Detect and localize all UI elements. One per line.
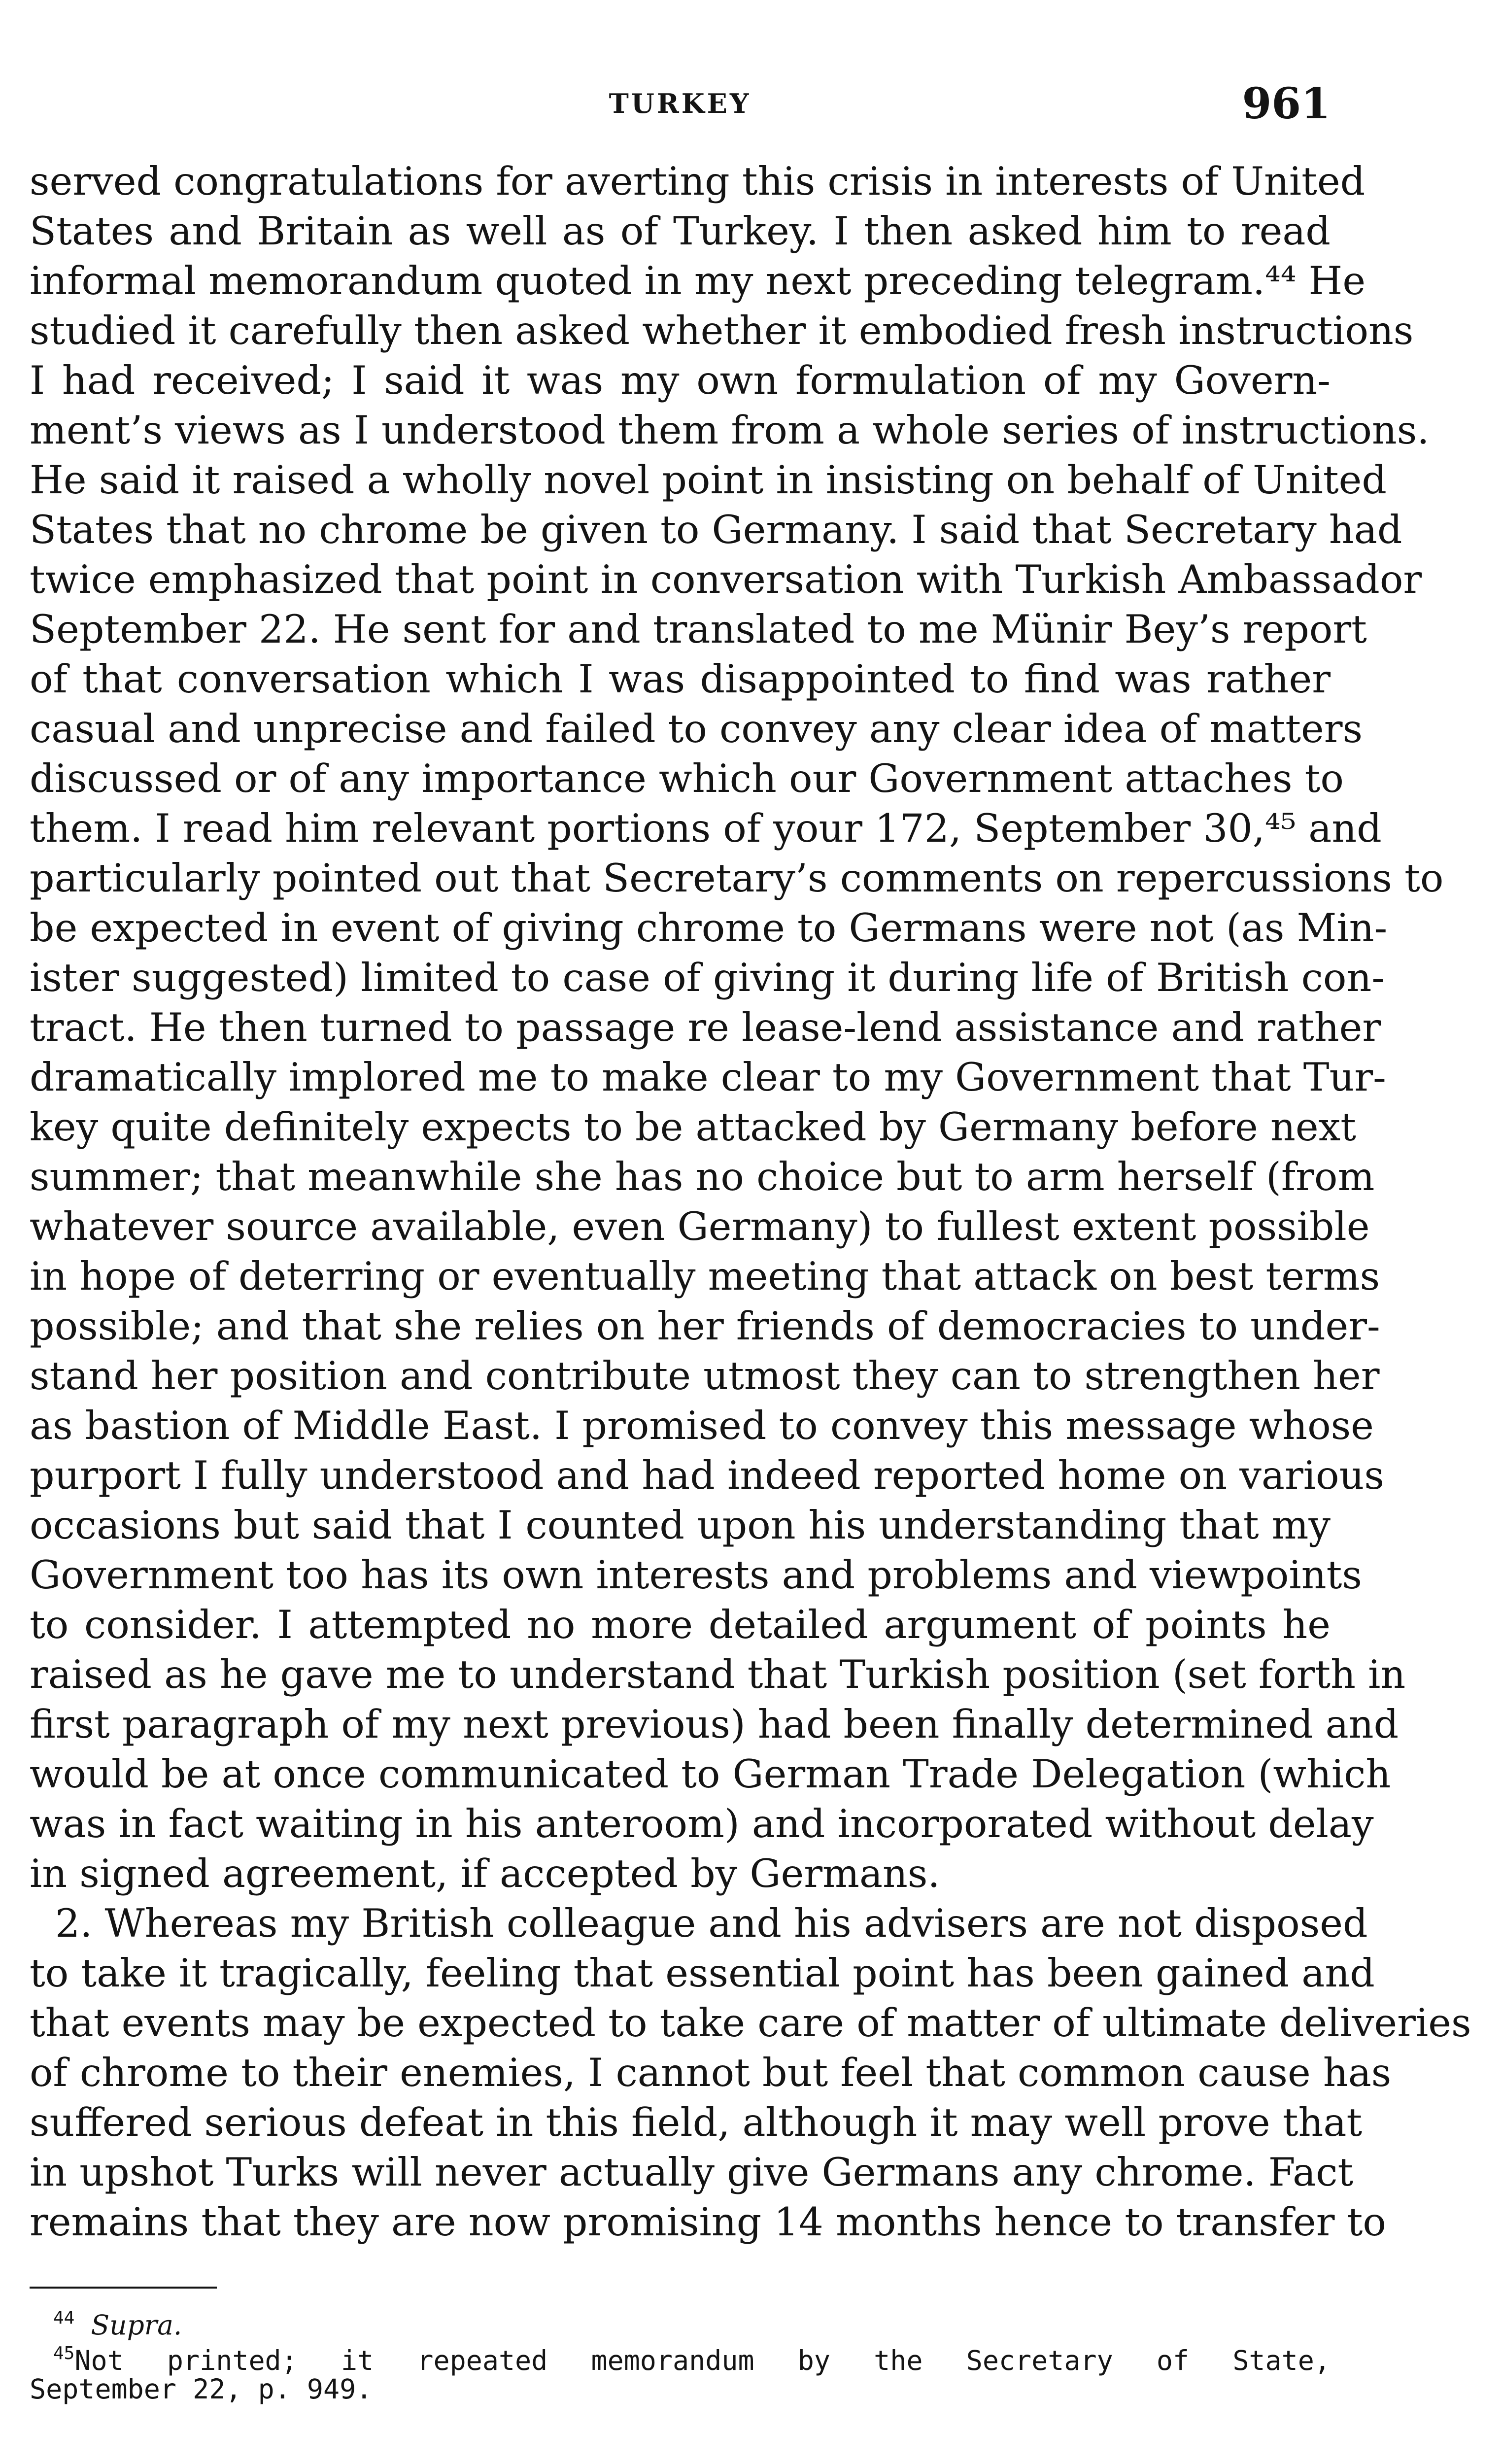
text-line: particularly pointed out that Secretary’s comments on repercussions to [30, 856, 1444, 901]
text-line: that events may be expected to take care of matter of ultimate deliveries [30, 2000, 1471, 2046]
text-line: in upshot Turks will never actually give Germans any chrome. Fact [30, 2150, 1354, 2195]
text-line: to take it tragically, feeling that essential point has been gained and [30, 1951, 1375, 1996]
text-line: to consider. I attempted no more detailed argument of points he [30, 1602, 1331, 1647]
text-line: tract. He then turned to passage re lease-lend assistance and rather [30, 1005, 1381, 1050]
text-line: raised as he gave me to understand that Turkish position (set forth in [30, 1652, 1406, 1697]
page-number: 961 [1242, 79, 1331, 129]
footnote-45 [30, 2336, 1331, 2376]
text-line: was in fact waiting in his anteroom) and incorporated without delay [30, 1801, 1374, 1847]
text-line: discussed or of any importance which our Government attaches to [30, 756, 1344, 801]
footnote-45-continued: September 22, p. 949. [30, 2373, 373, 2405]
text-line: twice emphasized that point in conversation with Turkish Ambassador [30, 557, 1422, 602]
text-line: key quite definitely expects to be attacked by Germany before next [30, 1104, 1356, 1150]
footnote-marker: 45 [53, 2343, 75, 2363]
text-line: States that no chrome be given to Germany. I said that Secretary had [30, 507, 1402, 552]
text-line: possible; and that she relies on her friends of democracies to under- [30, 1303, 1380, 1349]
text-line: summer; that meanwhile she has no choice but to arm herself (from [30, 1154, 1375, 1199]
text-line: whatever source available, even Germany) to fullest extent possible [30, 1204, 1370, 1249]
text-line: of chrome to their enemies, I cannot but feel that common cause has [30, 2050, 1392, 2095]
text-line: States and Britain as well as of Turkey. I then asked him to read [30, 208, 1331, 254]
text-line: would be at once communicated to German Trade Delegation (which [30, 1751, 1391, 1797]
text-line: 2. Whereas my British colleague and his advisers are not disposed [55, 1901, 1368, 1946]
text-line: them. I read him relevant portions of your 172, September 30,⁴⁵ and [30, 806, 1382, 851]
text-line: casual and unprecise and failed to convey any clear idea of matters [30, 706, 1363, 752]
text-line: dramatically implored me to make clear to my Government that Tur- [30, 1055, 1386, 1100]
text-line: September 22. He sent for and translated to me Münir Bey’s report [30, 607, 1367, 652]
text-line: suffered serious defeat in this field, although it may well prove that [30, 2100, 1363, 2145]
text-line: ment’s views as I understood them from a whole series of instructions. [30, 408, 1430, 453]
running-head: TURKEY [609, 88, 751, 119]
text-line: studied it carefully then asked whether it embodied fresh instructions [30, 308, 1414, 353]
text-line: remains that they are now promising 14 months hence to transfer to [30, 2199, 1386, 2245]
text-line: in hope of deterring or eventually meeting that attack on best terms [30, 1254, 1380, 1299]
text-line: Government too has its own interests and problems and viewpoints [30, 1552, 1362, 1598]
text-line: of that conversation which I was disappointed to find was rather [30, 656, 1331, 702]
text-line: occasions but said that I counted upon his understanding that my [30, 1503, 1331, 1548]
text-line: as bastion of Middle East. I promised to convey this message whose [30, 1403, 1374, 1448]
text-line: be expected in event of giving chrome to Germans were not (as Min- [30, 905, 1388, 951]
text-line: first paragraph of my next previous) had been finally determined and [30, 1702, 1399, 1747]
page-header [30, 79, 1331, 138]
footnote-text: Supra. [91, 2309, 182, 2341]
text-line: purport I fully understood and had indeed reported home on various [30, 1453, 1384, 1498]
footnote-text: Not printed; it repeated memorandum by the Secretary of State, [74, 2345, 1331, 2376]
text-line: informal memorandum quoted in my next preceding telegram.⁴⁴ He [30, 258, 1366, 304]
footnotes [30, 2300, 1331, 2407]
text-line: served congratulations for averting this crisis in interests of United [30, 159, 1365, 204]
text-line: in signed agreement, if accepted by Germans. [30, 1851, 940, 1896]
body-text [30, 157, 1471, 2247]
footnote-marker: 44 [53, 2308, 75, 2328]
text-line: I had received; I said it was my own formulation of my Govern- [30, 358, 1331, 403]
text-line: He said it raised a wholly novel point in insisting on behalf of United [30, 457, 1387, 503]
footnote-44 [30, 2300, 1331, 2341]
text-line: ister suggested) limited to case of giving it during life of British con- [30, 955, 1385, 1000]
text-line: stand her position and contribute utmost they can to strengthen her [30, 1353, 1380, 1399]
footnote-rule [30, 2287, 217, 2289]
